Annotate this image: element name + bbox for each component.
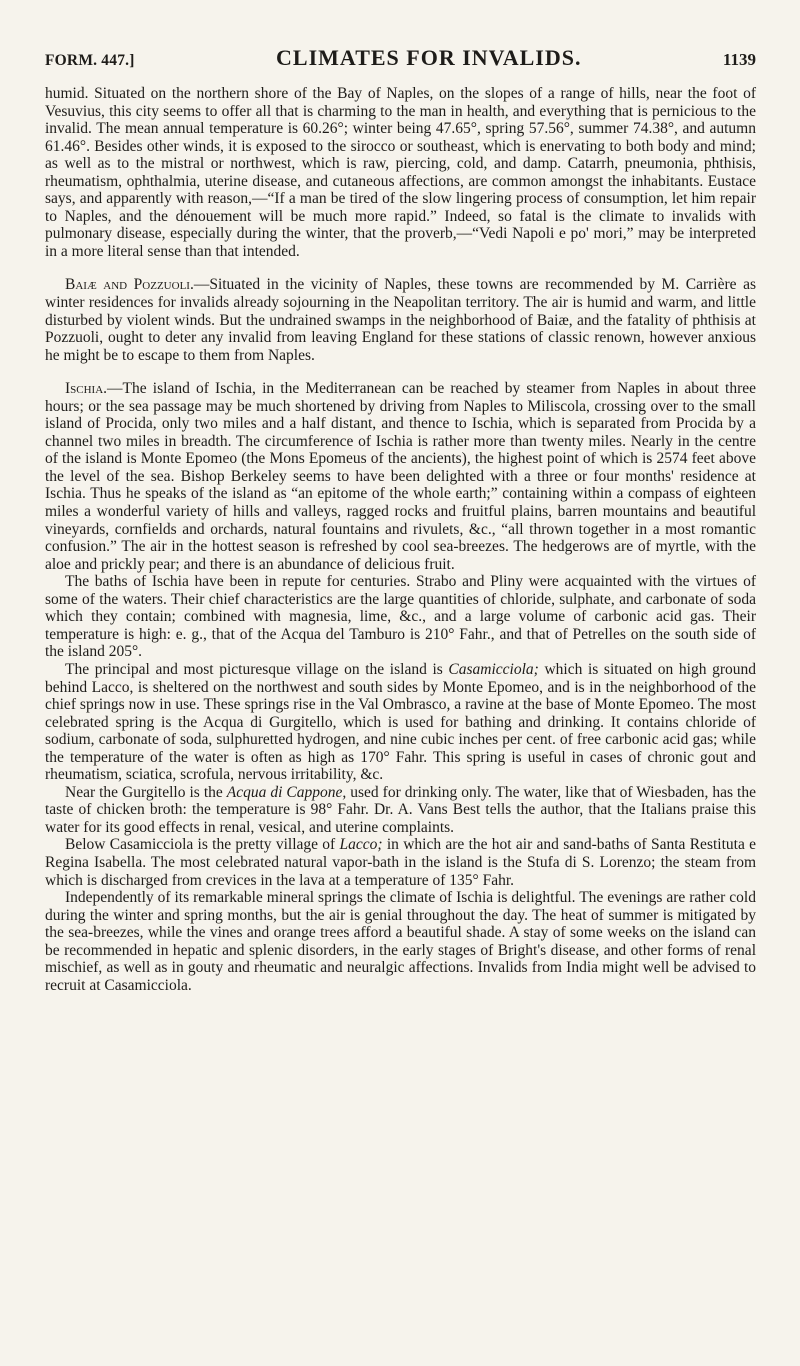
running-header	[45, 0, 756, 79]
paragraph-lacco: Below Casamicciola is the pretty village of Lacco; in which are the hot air and sand-baths of Santa Restituta e Regina Isabella. The most celebrated natural vapor-bath in the island is the Stufa di S. Lorenzo; the steam from which is discharged from crevices in the lava at a temperature of 135° Fahr.	[45, 836, 756, 889]
page-body	[45, 85, 756, 994]
section-heading-baiae: Baiæ and Pozzuoli.	[65, 276, 194, 294]
paragraph-baiae-pozzuoli: Baiæ and Pozzuoli.—Situated in the vicinity of Naples, these towns are recommended by M. Carrière as winter residences for invalids already sojourning in the Neapolitan territory. The air is humid and warm, and little disturbed by violent winds. But the undrained swamps in the neighborhood of Baiæ, and the fatality of phthisis at Pozzuoli, ought to deter any invalid from leaving England for these stations of classic renown, however anxious he might be to escape to them from Naples.	[45, 276, 756, 364]
paragraph-casamicciola: The principal and most picturesque village on the island is Casamicciola; which is situated on high ground behind Lacco, is sheltered on the northwest and south sides by Monte Epomeo, and is in the neighborhood of the chief springs now in use. These springs rise in the Val Ombrasco, a ravine at the base of Monte Epomeo. The most celebrated spring is the Acqua di Gurgitello, which is used for bathing and drinking. It contains chloride of sodium, carbonate of soda, sulphuretted hydrogen, and nine cubic inches per cent. of free carbonic acid gas; while the temperature of the water is often as high as 170° Fahr. This spring is useful in cases of chronic gout and rheumatism, sciatica, scrofula, nervous irritability, &c.	[45, 660, 756, 784]
section-heading-ischia: Ischia.	[65, 380, 108, 398]
header-title: CLIMATES FOR INVALIDS.	[276, 45, 582, 70]
paragraph-ischia: Ischia.—The island of Ischia, in the Mediterranean can be reached by steamer from Naples in about three hours; or the sea passage may be much shortened by driving from Naples to Miliscola, crossing over to the small island of Procida, only two miles and a half distant, and thence to Ischia, which is separated from Procida by a channel two miles in breadth. The circumference of Ischia is rather more than twenty miles. Nearly in the centre of the island is Monte Epomeo (the Mons Epomeus of the ancients), the highest point of which is 2574 feet above the level of the sea. Bishop Berkeley seems to have been delighted with a three or four months' residence at Ischia. Thus he speaks of the island as “an epitome of the whole earth;” containing within a compass of eighteen miles a wonderful variety of hills and valleys, ragged rocks and fruitful plains, barren mountains and beautiful vineyards, cornfields and orchards, natural fountains and rivulets, &c., “all thrown together in a most romantic confusion.” The air in the hottest season is refreshed by cool sea-breezes. The hedgerows are of myrtle, with the aloe and prickly pear; and there is an abundance of delicious fruit.	[45, 380, 756, 573]
paragraph-ischia-climate: Independently of its remarkable mineral springs the climate of Ischia is delightful. The evenings are rather cold during the winter and spring months, but the air is genial throughout the day. The heat of summer is mitigated by the sea-breezes, while the vines and orange trees afford a beautiful shade. A stay of some weeks on the island can be recommended in hepatic and splenic disorders, in the early stages of Bright's disease, and other forms of renal mischief, as well as in gouty and rheumatic and neuralgic affections. Invalids from India might well be advised to recruit at Casamicciola.	[45, 889, 756, 994]
header-section-ref: FORM. 447.]	[45, 52, 135, 69]
paragraph-acqua-cappone: Near the Gurgitello is the Acqua di Cappone, used for drinking only. The water, like that of Wiesbaden, has the taste of chicken broth: the temperature is 98° Fahr. Dr. A. Vans Best tells the author, that the Italians praise this water for its good effects in renal, vesical, and uterine complaints.	[45, 783, 756, 836]
paragraph-ischia-baths: The baths of Ischia have been in repute for centuries. Strabo and Pliny were acquainted with the virtues of some of the waters. Their chief characteristics are the large quantities of chloride, sulphate, and carbonate of soda which they contain; combined with magnesia, lime, &c., and a large volume of carbonic acid gas. Their temperature is high: e. g., that of the Acqua del Tamburo is 210° Fahr., and that of Petrelles on the south side of the island 205°.	[45, 573, 756, 661]
page-number: 1139	[722, 50, 756, 69]
paragraph-naples-continued: humid. Situated on the northern shore of the Bay of Naples, on the slopes of a range of hills, near the foot of Vesuvius, this city seems to offer all that is charming to the man in health, and everything that is pernicious to the invalid. The mean annual temperature is 60.26°; winter being 47.65°, spring 57.56°, summer 74.38°, and autumn 61.46°. Besides other winds, it is exposed to the sirocco or southeast, which is enervating to both body and mind; as well as to the mistral or northwest, which is raw, piercing, cold, and damp. Catarrh, pneumonia, phthisis, rheumatism, ophthalmia, uterine disease, and cutaneous affections, are common amongst the inhabitants. Eustace says, and apparently with reason,—“If a man be tired of the slow lingering process of consumption, let him repair to Naples, and the dénouement will be much more rapid.” Indeed, so fatal is the climate to invalids with pulmonary disease, especially during the winter, that the proverb,—“Vedi Napoli e po' mori,” may be interpreted in a more literal sense than that intended.	[45, 85, 756, 260]
